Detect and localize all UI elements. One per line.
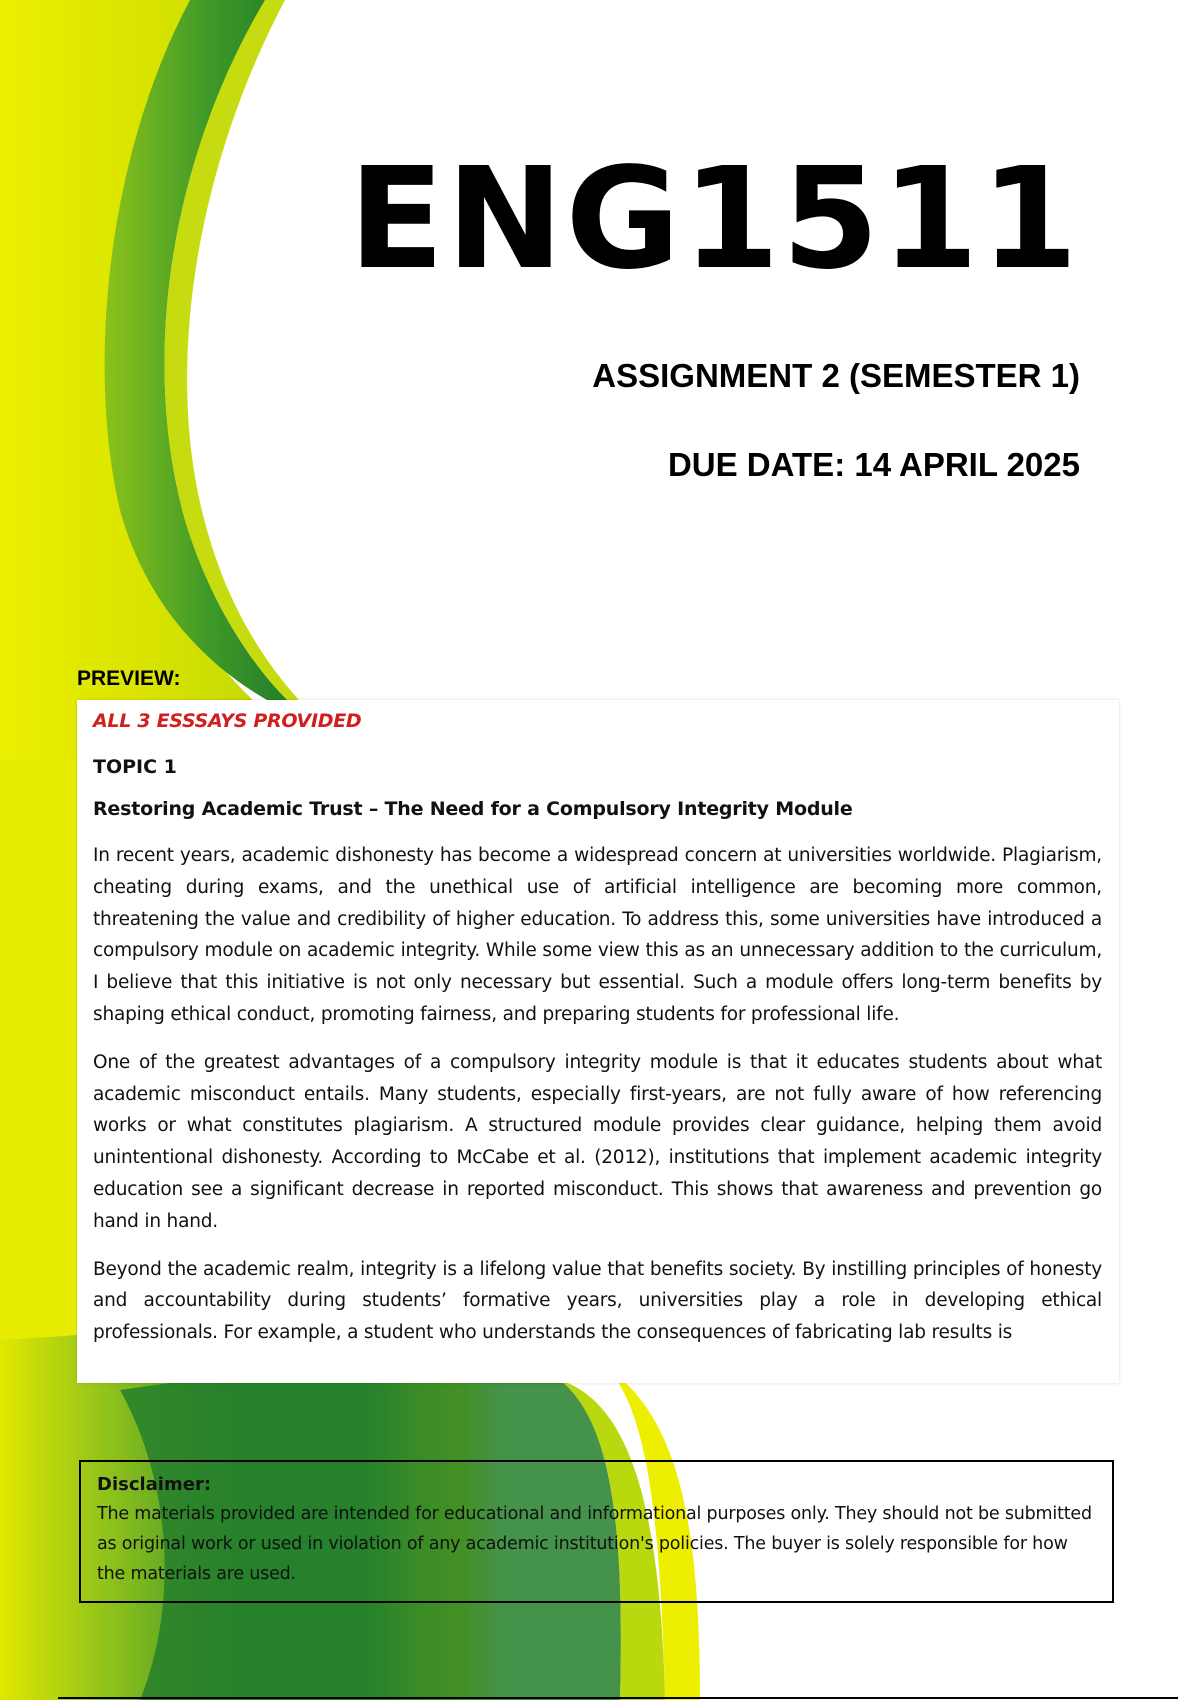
essay-paragraph: In recent years, academic dishonesty has become a widespread concern at universities worldwide. Plagiarism, cheating during exams, and the unethical use of artificial intelligence are becoming more common, threatening the value and credibility of higher education. To address this, some universities have introduced a compulsory module on academic integrity. While some view this as an unnecessary addition to the curriculum, I believe that this initiative is not only necessary but essential. Such a module offers long-term benefits by shaping ethical conduct, promoting fairness, and preparing students for professional life. <box>93 845 1102 1025</box>
disclaimer-title: Disclaimer: <box>97 1474 212 1495</box>
essay-title: Restoring Academic Trust – The Need for a Compulsory Integrity Module <box>93 798 853 820</box>
preview-label: PREVIEW: <box>77 667 181 690</box>
essay-paragraph: Beyond the academic realm, integrity is a lifelong value that benefits society. By instilling principles of honesty and accountability during students’ formative years, universities play a role in developing ethical professionals. For example, a student who understands the consequences of fabricating lab results is <box>93 1258 1102 1344</box>
essays-note: ALL 3 ESSSAYS PROVIDED <box>93 710 362 732</box>
course-code: ENG1511 <box>348 138 1080 301</box>
due-date: DUE DATE: 14 APRIL 2025 <box>667 446 1080 483</box>
topic-label: TOPIC 1 <box>93 756 177 778</box>
disclaimer-box <box>79 1460 1114 1603</box>
assignment-title: ASSIGNMENT 2 (SEMESTER 1) <box>592 357 1080 394</box>
bottom-rule <box>58 1697 1178 1699</box>
essay-paragraph: One of the greatest advantages of a compulsory integrity module is that it educates students about what academic misconduct entails. Many students, especially first-years, are not fully aware of how referencing works or what constitutes plagiarism. A structured module provides clear guidance, helping them avoid unintentional dishonesty. According to McCabe et al. (2012), institutions that implement academic integrity education see a significant decrease in reported misconduct. This shows that awareness and prevention go hand in hand. <box>93 1051 1102 1232</box>
preview-box <box>77 700 1119 1383</box>
disclaimer-text: The materials provided are intended for educational and informational purposes only. They should not be submitted as original work or used in violation of any academic institution's policies. The buyer is solely responsible for how the materials are used. <box>97 1504 1092 1584</box>
